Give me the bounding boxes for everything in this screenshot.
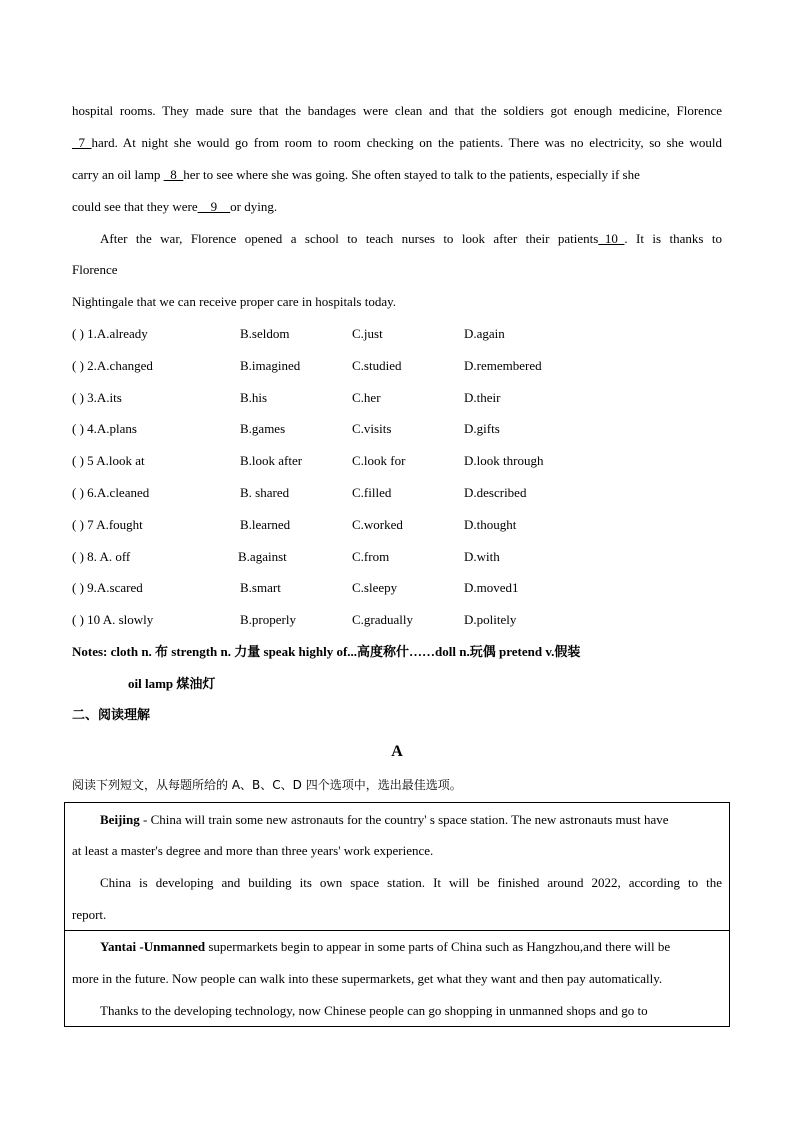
news-box [64, 802, 730, 1027]
vocab-notes-line-1: Notes: cloth n. 布 strength n. 力量 speak highly of...高度称什……doll n.玩偶 pretend v.假装 [72, 644, 581, 659]
passage-line-5-text: . It is thanks to [624, 231, 722, 246]
option-c: C.sleepy [352, 580, 398, 595]
option-b: B.properly [240, 612, 296, 627]
box1-line-1 [100, 812, 669, 828]
option-d: D.gifts [464, 421, 500, 436]
question-stem: ( ) 8. A. off [72, 549, 131, 564]
option-d: D.their [464, 390, 501, 405]
option-c: C.from [352, 549, 390, 564]
news-box-divider [64, 930, 730, 931]
question-stem: ( ) 3.A.its [72, 390, 122, 405]
box1-line-2: at least a master's degree and more than three years' work experience. [72, 843, 434, 858]
passage-line-1: hospital rooms. They made sure that the bandages were clean and that the soldiers got enough medicine, Florence [72, 103, 722, 118]
box2-line-3: Thanks to the developing technology, now Chinese people can go shopping in unmanned shops and go to [100, 1003, 648, 1018]
passage-line-3-pre: carry an oil lamp [72, 167, 161, 182]
option-d: D.moved1 [464, 580, 519, 595]
blank-9: __9__ [197, 199, 231, 214]
question-stem: ( ) 10 A. slowly [72, 612, 154, 627]
passage-line-4-text: or dying. [230, 199, 278, 214]
option-c: C.studied [352, 358, 402, 373]
passage-line-4-pre: could see that they were [72, 199, 198, 214]
box2-dateline: Yantai -Unmanned [100, 939, 206, 954]
option-c: C.filled [352, 485, 392, 500]
blank-10: _10_ [598, 231, 625, 246]
passage-line-3 [72, 167, 640, 183]
option-c: C.worked [352, 517, 403, 532]
option-c: C.her [352, 390, 381, 405]
option-c: C.visits [352, 421, 392, 436]
passage-line-3-text: her to see where she was going. She often stayed to talk to the patients, especially if she [183, 167, 640, 182]
passage-line-6: Florence [72, 262, 118, 277]
passage-line-2 [72, 135, 722, 151]
option-c: C.gradually [352, 612, 414, 627]
option-b: B.learned [240, 517, 291, 532]
option-d: D.politely [464, 612, 517, 627]
box1-dateline: Beijing [100, 812, 140, 827]
reading-instruction: 阅读下列短文，从每题所给的 A、B、C、D 四个选项中，选出最佳选项。 [72, 778, 462, 792]
option-b: B. shared [240, 485, 290, 500]
passage-line-2-text: hard. At night she would go from room to room checking on the patients. There was no electricity, so she would [91, 135, 722, 150]
passage-line-5-pre: After the war, Florence opened a school to teach nurses to look after their patients [100, 231, 599, 246]
box2-line-2: more in the future. Now people can walk into these supermarkets, get what they want and then pay automatically. [72, 971, 663, 986]
passage-line-5 [72, 231, 722, 247]
option-b: B.his [240, 390, 268, 405]
question-stem: ( ) 5 A.look at [72, 453, 145, 468]
option-c: C.just [352, 326, 383, 341]
question-stem: ( ) 9.A.scared [72, 580, 143, 595]
option-d: D.remembered [464, 358, 542, 373]
option-b: B.smart [240, 580, 281, 595]
option-b: B.look after [240, 453, 303, 468]
passage-letter: A [391, 743, 403, 760]
box2-line-1-text: supermarkets begin to appear in some parts of China such as Hangzhou,and there will be [205, 939, 671, 954]
question-stem: ( ) 7 A.fought [72, 517, 143, 532]
passage-line-4 [72, 199, 277, 215]
option-b: B.imagined [240, 358, 301, 373]
vocab-notes-line-2: oil lamp 煤油灯 [128, 676, 216, 691]
option-b: B.seldom [240, 326, 290, 341]
question-stem: ( ) 1.A.already [72, 326, 148, 341]
option-d: D.thought [464, 517, 517, 532]
box1-line-3: China is developing and building its own space station. It will be finished around 2022, according to the [100, 875, 722, 890]
box2-line-1 [100, 939, 670, 955]
question-stem: ( ) 6.A.cleaned [72, 485, 150, 500]
option-d: D.described [464, 485, 527, 500]
option-c: C.look for [352, 453, 406, 468]
blank-8: _8_ [163, 167, 184, 182]
box1-line-1-text: - China will train some new astronauts for the country' s space station. The new astronauts must have [139, 812, 669, 827]
box1-line-4: report. [72, 907, 107, 922]
section-title: 二、阅读理解 [72, 708, 151, 723]
blank-7: _7_ [72, 135, 92, 150]
option-d: D.look through [464, 453, 544, 468]
option-b: B.games [240, 421, 286, 436]
option-d: D.again [464, 326, 505, 341]
option-b: B.against [238, 549, 287, 564]
passage-line-7: Nightingale that we can receive proper care in hospitals today. [72, 294, 397, 309]
option-d: D.with [464, 549, 500, 564]
question-stem: ( ) 2.A.changed [72, 358, 153, 373]
question-stem: ( ) 4.A.plans [72, 421, 137, 436]
